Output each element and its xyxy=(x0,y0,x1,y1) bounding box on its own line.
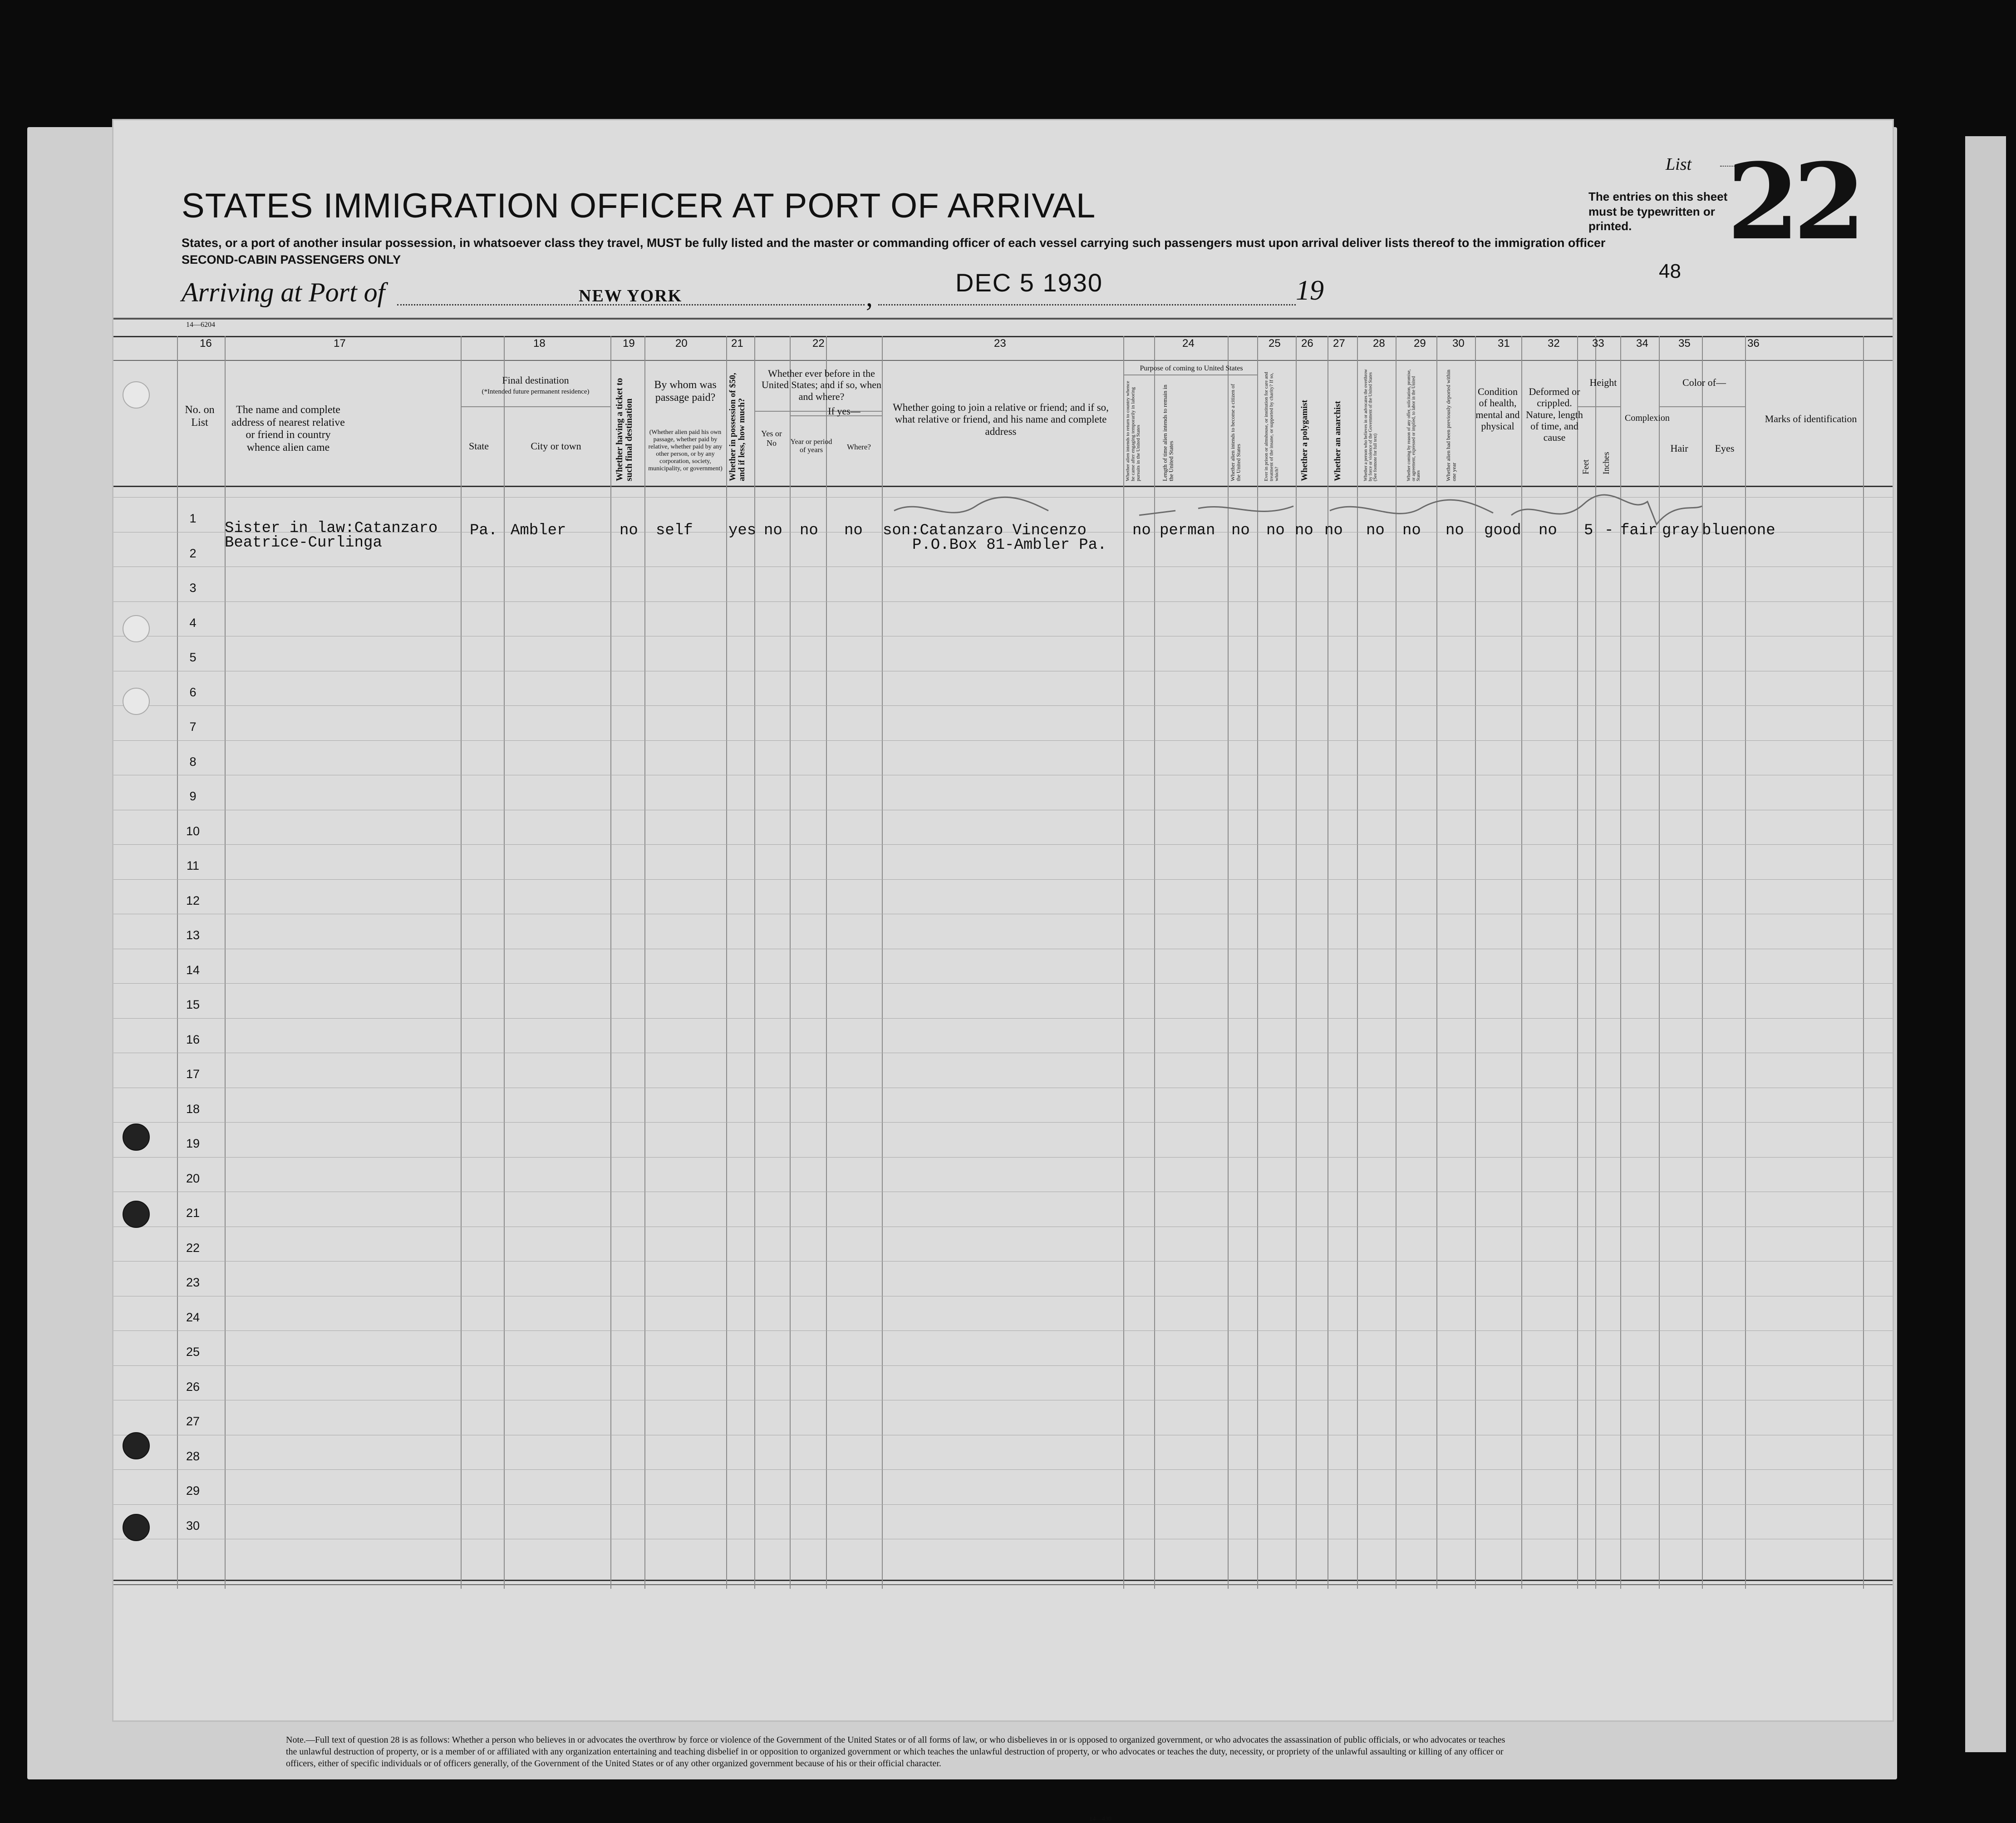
row-number: 11 xyxy=(186,859,200,872)
typewritten-note: The entries on this sheet must be typewritten or printed. xyxy=(1588,190,1728,233)
sheet-number: 48 xyxy=(1659,260,1681,282)
row-divider xyxy=(113,740,1893,741)
entry-paid-by: self xyxy=(656,522,693,539)
entry-marks: none xyxy=(1738,522,1775,539)
row-number: 18 xyxy=(186,1102,200,1116)
colnum-28: 28 xyxy=(1373,337,1385,350)
form-footer: 14—430 xyxy=(1089,1816,1111,1823)
punch-hole xyxy=(123,688,150,715)
header-period: Year or period of years xyxy=(790,438,832,454)
entry-eyes: blue xyxy=(1702,522,1739,539)
colnum-34: 34 xyxy=(1636,337,1648,350)
colnum-21: 21 xyxy=(731,337,743,350)
row-number: 16 xyxy=(186,1032,200,1046)
row-number: 1 xyxy=(189,512,197,525)
row-number: 13 xyxy=(186,928,200,942)
entry-has-50: yes xyxy=(728,522,757,539)
entry-prison: no xyxy=(1266,522,1285,539)
row-divider xyxy=(113,705,1893,706)
punch-hole xyxy=(123,1201,150,1228)
footnote: Note.—Full text of question 28 is as follows: Whether a person who believes in or advocates the overthrow by force or violence of the Government of the United States or of all forms of law, or who disbelieves in or is opposed to organized government, or who advocates the assassination of public officials, or who advocates or teaches the unlawful destruction of property, or is a member of or affiliated with any organization entertaining and teaching disbelief in or opposition to organized government or which teaches the unlawful destruction of property, or who advocates or teaches the duty, necessity, or propriety of the unlawful assaulting or killing of any officer or officers, either of specific individuals or of officers generally, of the Government of the United States or of any other organized government because of his or their official character. xyxy=(286,1735,1505,1769)
row-number: 14 xyxy=(186,963,200,977)
row-number: 30 xyxy=(186,1518,200,1532)
colnum-33: 33 xyxy=(1592,337,1604,350)
colnum-35: 35 xyxy=(1678,337,1691,350)
header-city: City or town xyxy=(531,440,581,452)
punch-hole xyxy=(123,1514,150,1541)
header-if-yes: If yes— xyxy=(828,405,860,417)
row-number: 2 xyxy=(189,546,197,560)
form-code: 14—6204 xyxy=(186,321,215,329)
entry-return-intent: no xyxy=(1132,522,1151,539)
entry-health: good xyxy=(1484,522,1521,539)
header-feet: Feet xyxy=(1581,459,1591,474)
page-title: STATES IMMIGRATION OFFICER AT PORT OF ARRIVAL xyxy=(182,187,1096,225)
row-number: 5 xyxy=(189,650,197,664)
row-number: 26 xyxy=(186,1380,200,1394)
header-final-destination: Final destination xyxy=(502,374,569,386)
entry-hair: gray xyxy=(1662,522,1699,539)
header-final-destination-note: (*Intended future permanent residence) xyxy=(482,388,590,395)
entry-inches: - xyxy=(1604,522,1614,539)
entry-labor-offer: no xyxy=(1402,522,1421,539)
row-divider xyxy=(113,1469,1893,1470)
row-number: 15 xyxy=(186,998,200,1011)
row-number: 19 xyxy=(186,1137,200,1150)
entry-deformed: no xyxy=(1539,522,1557,539)
entry-before-period: no xyxy=(800,522,818,539)
row-number: 10 xyxy=(186,824,200,838)
punch-hole xyxy=(123,381,150,409)
column-divider xyxy=(1863,336,1864,1589)
entry-ticket: no xyxy=(620,522,638,539)
colnum-31: 31 xyxy=(1498,337,1510,350)
colnum-30: 30 xyxy=(1452,337,1465,350)
entry-state: Pa. xyxy=(470,522,498,539)
header-health: Condition of health, mental and physical xyxy=(1475,386,1520,432)
colnum-16: 16 xyxy=(200,337,212,350)
row-number: 25 xyxy=(186,1345,200,1359)
colnum-17: 17 xyxy=(334,337,346,350)
row-divider xyxy=(113,879,1893,880)
header-anarchist: Whether an anarchist xyxy=(1333,401,1342,481)
header-polygamist: Whether a polygamist xyxy=(1300,399,1309,481)
header-length-stay: Length of time alien intends to remain in the United States xyxy=(1161,384,1175,481)
entry-length-stay: perman xyxy=(1160,522,1215,539)
row-number: 23 xyxy=(186,1276,200,1289)
column-divider xyxy=(504,336,505,1589)
header-by-whom: By whom was passage paid? xyxy=(654,379,717,404)
date-underline xyxy=(878,304,1296,305)
header-color-of: Color of— xyxy=(1682,377,1726,388)
punch-hole xyxy=(123,615,150,642)
subheader-divider xyxy=(461,406,610,407)
row-number: 27 xyxy=(186,1414,200,1428)
column-divider xyxy=(790,336,791,1589)
column-divider xyxy=(461,336,462,1589)
entry-feet: 5 xyxy=(1584,522,1593,539)
entry-overthrow: no xyxy=(1366,522,1385,539)
header-prison: Ever in prison or almshouse, or institution for care and treatment of the insane, or supported by charity? If so, which? xyxy=(1264,372,1280,481)
header-citizen: Whether alien intends to become a citizen of the United States xyxy=(1229,384,1242,481)
header-return-intent: Whether alien intends to return to country whence he came after engaging temporarily in laboring pursuits in the United States xyxy=(1125,381,1141,481)
header-state: State xyxy=(469,440,489,452)
row-number: 29 xyxy=(186,1484,200,1498)
row-number: 17 xyxy=(186,1067,200,1081)
header-by-whom-note: (Whether alien paid his own passage, whether paid by relative, whether paid by any other person, or by any corporation, society, municipality, or government) xyxy=(648,429,723,473)
entry-deported: no xyxy=(1446,522,1464,539)
header-no-on-list: No. on List xyxy=(185,404,215,429)
header-fifty-dollars: Whether in possession of $50, and if less, how much? xyxy=(728,373,747,481)
colnum-25: 25 xyxy=(1269,337,1281,350)
entry-polygamist: no xyxy=(1295,522,1313,539)
row-number: 9 xyxy=(189,789,197,803)
row-number: 20 xyxy=(186,1171,200,1185)
colnum-23: 23 xyxy=(994,337,1006,350)
port-name: NEW YORK xyxy=(579,286,683,305)
colnum-26: 26 xyxy=(1301,337,1313,350)
entry-citizen: no xyxy=(1231,522,1250,539)
row-divider xyxy=(113,601,1893,602)
row-number: 8 xyxy=(189,754,197,769)
header-marks: Marks of identification xyxy=(1765,413,1857,424)
row-divider xyxy=(113,1122,1893,1123)
class-line: SECOND-CABIN PASSENGERS ONLY xyxy=(182,253,401,266)
row-number: 3 xyxy=(189,581,197,595)
header-height: Height xyxy=(1589,377,1617,388)
colnum-18: 18 xyxy=(533,337,546,350)
entry-relative-line2: Beatrice-Curlinga xyxy=(225,534,382,552)
header-overthrow: Whether a person who believes in or advocates the overthrow by force or violence of the Government of the United States (See footnote for full text) xyxy=(1363,369,1378,481)
entry-city: Ambler xyxy=(511,522,566,539)
row-divider xyxy=(113,1330,1893,1331)
entry-before-where: no xyxy=(844,522,863,539)
header-join-relative: Whether going to join a relative or friend; and if so, what relative or friend, and his name and complete address xyxy=(893,402,1109,437)
colnum-22: 22 xyxy=(812,337,825,350)
header-yes-or-no: Yes or No xyxy=(761,429,782,448)
row-divider xyxy=(113,1018,1893,1019)
subheader-divider xyxy=(1123,374,1257,375)
row-number: 6 xyxy=(189,685,197,699)
header-labor-offer: Whether coming by reason of any offer, solicitation, promise, or agreement, expressed or implied, to labor in the United States xyxy=(1406,369,1421,481)
colnum-19: 19 xyxy=(623,337,635,350)
entry-before-yesno: no xyxy=(764,522,782,539)
header-ticket: Whether having a ticket to such final destination xyxy=(615,378,634,481)
entry-join-line2: P.O.Box 81-Ambler Pa. xyxy=(912,537,1107,554)
header-purpose: Purpose of coming to United States xyxy=(1140,365,1243,372)
column-divider xyxy=(610,336,611,1589)
subheader-divider xyxy=(1659,406,1745,407)
row-divider xyxy=(113,1504,1893,1505)
row-number: 7 xyxy=(189,720,197,734)
colnum-32: 32 xyxy=(1548,337,1560,350)
manifest-page xyxy=(113,120,1893,1823)
list-number: 22 xyxy=(1727,141,1860,263)
entry-join-line1: son:Catanzaro Vincenzo xyxy=(883,522,1087,539)
row-divider xyxy=(113,1157,1893,1158)
header-nearest-relative: The name and complete address of nearest relative or friend in country whence alien came xyxy=(231,404,345,453)
header-where: Where? xyxy=(847,443,871,451)
row-number: 28 xyxy=(186,1449,200,1463)
table-bottom-rule xyxy=(113,1580,1893,1581)
header-hair: Hair xyxy=(1670,443,1688,454)
entry-anarchist: no xyxy=(1324,522,1343,539)
arrival-date: DEC 5 1930 xyxy=(955,268,1103,297)
row-number: 21 xyxy=(186,1206,200,1220)
header-deported: Whether alien had been previously deported within one year xyxy=(1445,370,1457,481)
colnum-24: 24 xyxy=(1182,337,1195,350)
title-rule xyxy=(113,318,1893,320)
punch-hole xyxy=(123,1432,150,1459)
instruction-line: States, or a port of another insular possession, in whatsoever class they travel, MUST be fully listed and the master or commanding officer of each vessel carrying such passengers must upon arrival deliver lists thereof to the immigration officer xyxy=(182,236,1606,250)
handwritten-annotation xyxy=(885,483,1756,542)
colnum-27: 27 xyxy=(1333,337,1345,350)
column-divider xyxy=(826,336,827,1589)
colnum-20: 20 xyxy=(675,337,688,350)
row-number: 4 xyxy=(189,616,197,630)
year-prefix: 19 xyxy=(1296,275,1324,306)
comma: , xyxy=(866,282,873,312)
entry-complexion: fair xyxy=(1620,522,1657,539)
row-divider xyxy=(113,844,1893,845)
colnum-29: 29 xyxy=(1414,337,1426,350)
row-divider xyxy=(113,1365,1893,1366)
punch-hole xyxy=(123,1123,150,1151)
header-deformed: Deformed or crippled. Nature, length of time, and cause xyxy=(1526,386,1583,443)
table-bottom-rule-2 xyxy=(113,1584,1893,1585)
arriving-label: Arriving at Port of xyxy=(182,277,385,307)
list-label: List xyxy=(1666,155,1692,174)
adjacent-page-edge xyxy=(1965,136,2006,1752)
entry-relative-line1: Sister in law:Catanzaro xyxy=(225,520,438,537)
column-number-rule xyxy=(113,360,1893,361)
row-number: 24 xyxy=(186,1310,200,1324)
row-divider xyxy=(113,983,1893,984)
column-divider xyxy=(644,336,645,1589)
header-complexion: Complexion xyxy=(1625,413,1670,423)
row-number: 12 xyxy=(186,893,200,907)
header-ever-before: Whether ever before in the United States; and if so, when and where? xyxy=(762,368,881,402)
row-number: 22 xyxy=(186,1241,200,1255)
colnum-36: 36 xyxy=(1747,337,1760,350)
header-eyes: Eyes xyxy=(1715,443,1735,454)
column-divider xyxy=(726,336,727,1589)
header-inches: Inches xyxy=(1602,452,1611,474)
